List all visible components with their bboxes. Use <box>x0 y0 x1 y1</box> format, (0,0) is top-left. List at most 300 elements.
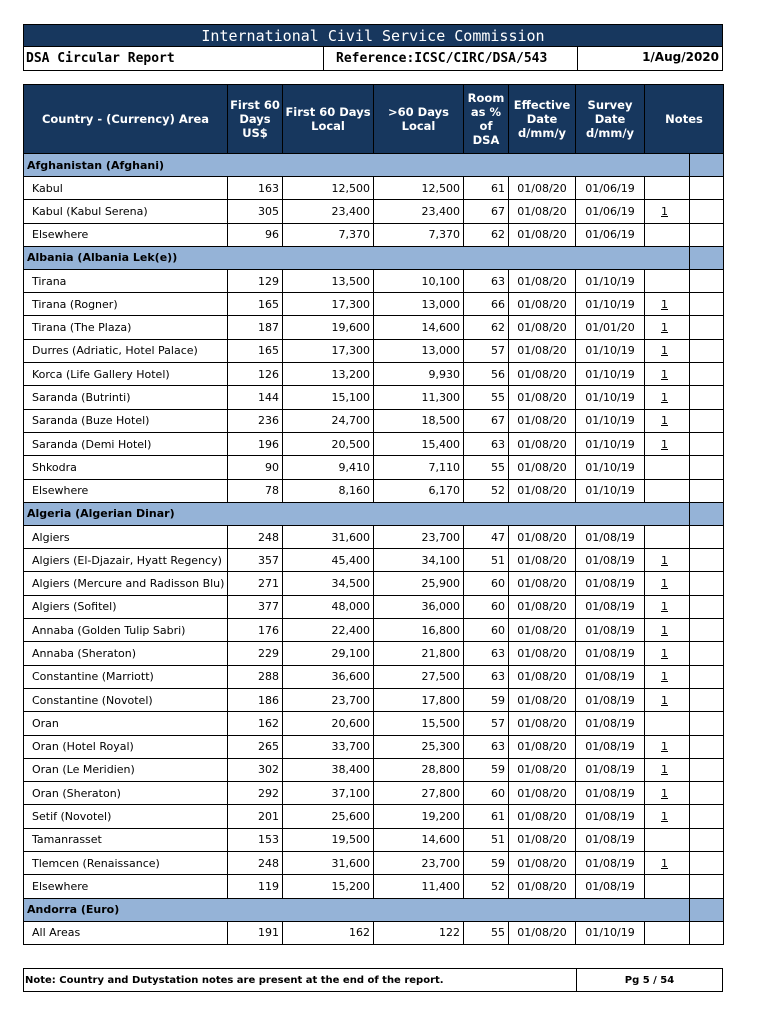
first60-local: 22,400 <box>283 619 374 642</box>
country-name: Afghanistan (Afghani) <box>24 154 690 177</box>
survey-date: 01/08/19 <box>576 828 645 851</box>
table-header-row <box>24 85 724 154</box>
first60-usd: 129 <box>228 269 283 292</box>
first60-local: 9,410 <box>283 456 374 479</box>
over60-local: 11,400 <box>374 875 464 898</box>
note-ref[interactable]: 1 <box>645 316 690 339</box>
note-ref[interactable]: 1 <box>645 852 690 875</box>
survey-date: 01/10/19 <box>576 479 645 502</box>
survey-date: 01/08/19 <box>576 619 645 642</box>
extra-cell <box>690 339 724 362</box>
room-pct: 63 <box>464 432 509 455</box>
extra-cell <box>690 735 724 758</box>
effective-date: 01/08/20 <box>509 828 576 851</box>
first60-local: 31,600 <box>283 852 374 875</box>
over60-local: 28,800 <box>374 758 464 781</box>
location-name: Tlemcen (Renaissance) <box>24 852 228 875</box>
report-subheader <box>23 47 723 71</box>
effective-date: 01/08/20 <box>509 223 576 246</box>
over60-local: 14,600 <box>374 828 464 851</box>
location-name: Elsewhere <box>24 223 228 246</box>
first60-usd: 153 <box>228 828 283 851</box>
col-header-first60-local: First 60 Days Local <box>283 85 374 154</box>
report-header <box>23 24 723 940</box>
extra-cell <box>690 177 724 200</box>
over60-local: 23,700 <box>374 852 464 875</box>
table-row <box>24 782 724 805</box>
location-name: Tirana <box>24 269 228 292</box>
first60-usd: 377 <box>228 595 283 618</box>
country-name: Andorra (Euro) <box>24 898 690 921</box>
table-row <box>24 269 724 292</box>
table-row <box>24 758 724 781</box>
table-row <box>24 456 724 479</box>
first60-local: 19,500 <box>283 828 374 851</box>
first60-local: 17,300 <box>283 339 374 362</box>
over60-local: 23,400 <box>374 200 464 223</box>
location-name: Algiers (Mercure and Radisson Blu) <box>24 572 228 595</box>
over60-local: 27,500 <box>374 665 464 688</box>
room-pct: 63 <box>464 269 509 292</box>
first60-local: 7,370 <box>283 223 374 246</box>
survey-date: 01/08/19 <box>576 875 645 898</box>
note-ref[interactable]: 1 <box>645 619 690 642</box>
note-ref[interactable]: 1 <box>645 735 690 758</box>
table-row <box>24 339 724 362</box>
extra-cell <box>690 852 724 875</box>
extra-cell <box>690 758 724 781</box>
first60-usd: 90 <box>228 456 283 479</box>
effective-date: 01/08/20 <box>509 177 576 200</box>
survey-date: 01/08/19 <box>576 572 645 595</box>
over60-local: 17,800 <box>374 688 464 711</box>
effective-date: 01/08/20 <box>509 665 576 688</box>
note-ref[interactable]: 1 <box>645 572 690 595</box>
survey-date: 01/08/19 <box>576 805 645 828</box>
over60-local: 25,300 <box>374 735 464 758</box>
table-row <box>24 828 724 851</box>
effective-date: 01/08/20 <box>509 688 576 711</box>
note-ref <box>645 875 690 898</box>
table-row <box>24 665 724 688</box>
over60-local: 34,100 <box>374 549 464 572</box>
extra-cell <box>690 386 724 409</box>
table-row <box>24 432 724 455</box>
room-pct: 67 <box>464 409 509 432</box>
table-row <box>24 293 724 316</box>
report-reference: Reference:ICSC/CIRC/DSA/543 <box>324 47 578 70</box>
survey-date: 01/08/19 <box>576 595 645 618</box>
table-row <box>24 619 724 642</box>
country-row <box>24 898 724 921</box>
first60-usd: 165 <box>228 339 283 362</box>
table-row <box>24 921 724 944</box>
extra-cell <box>690 712 724 735</box>
extra-cell <box>690 805 724 828</box>
first60-local: 15,100 <box>283 386 374 409</box>
survey-date: 01/10/19 <box>576 456 645 479</box>
effective-date: 01/08/20 <box>509 525 576 548</box>
over60-local: 15,400 <box>374 432 464 455</box>
table-row <box>24 479 724 502</box>
effective-date: 01/08/20 <box>509 200 576 223</box>
note-ref[interactable]: 1 <box>645 432 690 455</box>
effective-date: 01/08/20 <box>509 269 576 292</box>
room-pct: 63 <box>464 665 509 688</box>
over60-local: 11,300 <box>374 386 464 409</box>
first60-local: 31,600 <box>283 525 374 548</box>
first60-local: 13,200 <box>283 363 374 386</box>
room-pct: 60 <box>464 782 509 805</box>
first60-usd: 265 <box>228 735 283 758</box>
country-extra-cell <box>690 246 724 269</box>
first60-local: 37,100 <box>283 782 374 805</box>
report-name: DSA Circular Report <box>24 47 324 70</box>
effective-date: 01/08/20 <box>509 409 576 432</box>
report-footer <box>23 968 723 992</box>
first60-usd: 292 <box>228 782 283 805</box>
over60-local: 36,000 <box>374 595 464 618</box>
table-row <box>24 200 724 223</box>
first60-usd: 163 <box>228 177 283 200</box>
location-name: Oran <box>24 712 228 735</box>
first60-local: 20,500 <box>283 432 374 455</box>
table-row <box>24 805 724 828</box>
location-name: Tamanrasset <box>24 828 228 851</box>
extra-cell <box>690 479 724 502</box>
survey-date: 01/08/19 <box>576 712 645 735</box>
col-header-over60-local: >60 Days Local <box>374 85 464 154</box>
extra-cell <box>690 665 724 688</box>
over60-local: 13,000 <box>374 293 464 316</box>
first60-local: 34,500 <box>283 572 374 595</box>
footer-note: Note: Country and Dutystation notes are present at the end of the report. <box>24 969 577 991</box>
note-ref[interactable]: 1 <box>645 782 690 805</box>
col-header-first60-usd: First 60 Days US$ <box>228 85 283 154</box>
first60-local: 45,400 <box>283 549 374 572</box>
location-name: Shkodra <box>24 456 228 479</box>
survey-date: 01/10/19 <box>576 363 645 386</box>
effective-date: 01/08/20 <box>509 363 576 386</box>
note-ref[interactable]: 1 <box>645 758 690 781</box>
location-name: Tirana (Rogner) <box>24 293 228 316</box>
survey-date: 01/08/19 <box>576 782 645 805</box>
effective-date: 01/08/20 <box>509 456 576 479</box>
first60-usd: 236 <box>228 409 283 432</box>
over60-local: 15,500 <box>374 712 464 735</box>
location-name: Algiers (El-Djazair, Hyatt Regency) <box>24 549 228 572</box>
survey-date: 01/08/19 <box>576 549 645 572</box>
col-header-survey-date: Survey Date d/mm/y <box>576 85 645 154</box>
room-pct: 52 <box>464 875 509 898</box>
report-date: 1/Aug/2020 <box>642 50 719 64</box>
room-pct: 59 <box>464 688 509 711</box>
country-extra-cell <box>690 502 724 525</box>
survey-date: 01/08/19 <box>576 688 645 711</box>
first60-usd: 201 <box>228 805 283 828</box>
survey-date: 01/08/19 <box>576 852 645 875</box>
country-row <box>24 246 724 269</box>
room-pct: 62 <box>464 223 509 246</box>
over60-local: 16,800 <box>374 619 464 642</box>
first60-usd: 248 <box>228 852 283 875</box>
note-ref <box>645 223 690 246</box>
extra-cell <box>690 619 724 642</box>
over60-local: 10,100 <box>374 269 464 292</box>
table-row <box>24 363 724 386</box>
location-name: Elsewhere <box>24 875 228 898</box>
location-name: Oran (Le Meridien) <box>24 758 228 781</box>
over60-local: 21,800 <box>374 642 464 665</box>
location-name: Annaba (Golden Tulip Sabri) <box>24 619 228 642</box>
table-row <box>24 595 724 618</box>
survey-date: 01/10/19 <box>576 293 645 316</box>
location-name: Saranda (Demi Hotel) <box>24 432 228 455</box>
effective-date: 01/08/20 <box>509 432 576 455</box>
location-name: Elsewhere <box>24 479 228 502</box>
col-header-notes: Notes <box>645 85 724 154</box>
first60-usd: 119 <box>228 875 283 898</box>
table-row <box>24 177 724 200</box>
first60-local: 162 <box>283 921 374 944</box>
note-ref <box>645 921 690 944</box>
room-pct: 61 <box>464 177 509 200</box>
first60-local: 15,200 <box>283 875 374 898</box>
survey-date: 01/08/19 <box>576 665 645 688</box>
extra-cell <box>690 921 724 944</box>
first60-usd: 78 <box>228 479 283 502</box>
first60-usd: 187 <box>228 316 283 339</box>
over60-local: 7,110 <box>374 456 464 479</box>
location-name: Kabul <box>24 177 228 200</box>
room-pct: 57 <box>464 712 509 735</box>
extra-cell <box>690 200 724 223</box>
first60-usd: 176 <box>228 619 283 642</box>
extra-cell <box>690 293 724 316</box>
effective-date: 01/08/20 <box>509 549 576 572</box>
effective-date: 01/08/20 <box>509 712 576 735</box>
extra-cell <box>690 572 724 595</box>
room-pct: 61 <box>464 805 509 828</box>
note-ref[interactable]: 1 <box>645 665 690 688</box>
location-name: Algiers <box>24 525 228 548</box>
first60-usd: 191 <box>228 921 283 944</box>
effective-date: 01/08/20 <box>509 852 576 875</box>
location-name: Constantine (Marriott) <box>24 665 228 688</box>
room-pct: 59 <box>464 852 509 875</box>
effective-date: 01/08/20 <box>509 316 576 339</box>
over60-local: 9,930 <box>374 363 464 386</box>
extra-cell <box>690 525 724 548</box>
survey-date: 01/06/19 <box>576 200 645 223</box>
extra-cell <box>690 223 724 246</box>
note-ref[interactable]: 1 <box>645 200 690 223</box>
location-name: Annaba (Sheraton) <box>24 642 228 665</box>
country-row <box>24 502 724 525</box>
first60-usd: 229 <box>228 642 283 665</box>
table-row <box>24 642 724 665</box>
over60-local: 13,000 <box>374 339 464 362</box>
location-name: Korca (Life Gallery Hotel) <box>24 363 228 386</box>
room-pct: 55 <box>464 921 509 944</box>
first60-local: 23,700 <box>283 688 374 711</box>
effective-date: 01/08/20 <box>509 595 576 618</box>
room-pct: 62 <box>464 316 509 339</box>
room-pct: 60 <box>464 572 509 595</box>
col-header-room-pct: Room as % of DSA <box>464 85 509 154</box>
effective-date: 01/08/20 <box>509 921 576 944</box>
table-body <box>24 154 724 945</box>
over60-local: 14,600 <box>374 316 464 339</box>
table-row <box>24 688 724 711</box>
country-extra-cell <box>690 898 724 921</box>
survey-date: 01/08/19 <box>576 642 645 665</box>
first60-local: 29,100 <box>283 642 374 665</box>
extra-cell <box>690 269 724 292</box>
room-pct: 60 <box>464 595 509 618</box>
location-name: Oran (Hotel Royal) <box>24 735 228 758</box>
extra-cell <box>690 688 724 711</box>
location-name: Saranda (Buze Hotel) <box>24 409 228 432</box>
note-ref[interactable]: 1 <box>645 549 690 572</box>
over60-local: 7,370 <box>374 223 464 246</box>
room-pct: 56 <box>464 363 509 386</box>
table-row <box>24 316 724 339</box>
first60-local: 33,700 <box>283 735 374 758</box>
first60-usd: 144 <box>228 386 283 409</box>
first60-usd: 288 <box>228 665 283 688</box>
note-ref[interactable]: 1 <box>645 339 690 362</box>
extra-cell <box>690 782 724 805</box>
note-ref[interactable]: 1 <box>645 293 690 316</box>
first60-local: 23,400 <box>283 200 374 223</box>
note-ref[interactable]: 1 <box>645 409 690 432</box>
first60-local: 38,400 <box>283 758 374 781</box>
note-ref[interactable]: 1 <box>645 805 690 828</box>
table-row <box>24 525 724 548</box>
extra-cell <box>690 642 724 665</box>
table-row <box>24 875 724 898</box>
effective-date: 01/08/20 <box>509 875 576 898</box>
note-ref <box>645 525 690 548</box>
effective-date: 01/08/20 <box>509 735 576 758</box>
survey-date: 01/08/19 <box>576 758 645 781</box>
over60-local: 23,700 <box>374 525 464 548</box>
note-ref <box>645 712 690 735</box>
note-ref <box>645 479 690 502</box>
room-pct: 59 <box>464 758 509 781</box>
extra-cell <box>690 875 724 898</box>
report-title: International Civil Service Commission <box>23 24 723 47</box>
first60-usd: 196 <box>228 432 283 455</box>
survey-date: 01/08/19 <box>576 525 645 548</box>
room-pct: 63 <box>464 642 509 665</box>
first60-local: 13,500 <box>283 269 374 292</box>
room-pct: 51 <box>464 828 509 851</box>
col-header-effective-date: Effective Date d/mm/y <box>509 85 576 154</box>
over60-local: 12,500 <box>374 177 464 200</box>
extra-cell <box>690 549 724 572</box>
room-pct: 51 <box>464 549 509 572</box>
survey-date: 01/08/19 <box>576 735 645 758</box>
effective-date: 01/08/20 <box>509 339 576 362</box>
first60-usd: 248 <box>228 525 283 548</box>
note-ref[interactable]: 1 <box>645 386 690 409</box>
room-pct: 52 <box>464 479 509 502</box>
over60-local: 6,170 <box>374 479 464 502</box>
room-pct: 57 <box>464 339 509 362</box>
table-row <box>24 572 724 595</box>
country-name: Albania (Albania Lek(e)) <box>24 246 690 269</box>
first60-local: 20,600 <box>283 712 374 735</box>
survey-date: 01/10/19 <box>576 269 645 292</box>
first60-local: 19,600 <box>283 316 374 339</box>
over60-local: 19,200 <box>374 805 464 828</box>
effective-date: 01/08/20 <box>509 386 576 409</box>
extra-cell <box>690 828 724 851</box>
extra-cell <box>690 456 724 479</box>
extra-cell <box>690 595 724 618</box>
table-row <box>24 386 724 409</box>
first60-usd: 302 <box>228 758 283 781</box>
effective-date: 01/08/20 <box>509 782 576 805</box>
room-pct: 55 <box>464 386 509 409</box>
table-row <box>24 549 724 572</box>
extra-cell <box>690 409 724 432</box>
survey-date: 01/10/19 <box>576 339 645 362</box>
room-pct: 67 <box>464 200 509 223</box>
survey-date: 01/06/19 <box>576 177 645 200</box>
room-pct: 63 <box>464 735 509 758</box>
survey-date: 01/06/19 <box>576 223 645 246</box>
note-ref <box>645 456 690 479</box>
first60-local: 36,600 <box>283 665 374 688</box>
survey-date: 01/10/19 <box>576 386 645 409</box>
over60-local: 122 <box>374 921 464 944</box>
extra-cell <box>690 316 724 339</box>
location-name: Constantine (Novotel) <box>24 688 228 711</box>
survey-date: 01/01/20 <box>576 316 645 339</box>
over60-local: 25,900 <box>374 572 464 595</box>
note-ref <box>645 828 690 851</box>
page-number: Pg 5 / 54 <box>624 975 675 986</box>
survey-date: 01/10/19 <box>576 409 645 432</box>
note-ref <box>645 177 690 200</box>
note-ref <box>645 269 690 292</box>
room-pct: 66 <box>464 293 509 316</box>
country-row <box>24 154 724 177</box>
first60-local: 48,000 <box>283 595 374 618</box>
note-ref[interactable]: 1 <box>645 642 690 665</box>
location-name: Oran (Sheraton) <box>24 782 228 805</box>
survey-date: 01/10/19 <box>576 921 645 944</box>
table-row <box>24 712 724 735</box>
table-row <box>24 852 724 875</box>
extra-cell <box>690 432 724 455</box>
note-ref[interactable]: 1 <box>645 688 690 711</box>
effective-date: 01/08/20 <box>509 293 576 316</box>
note-ref[interactable]: 1 <box>645 595 690 618</box>
first60-local: 24,700 <box>283 409 374 432</box>
location-name: Durres (Adriatic, Hotel Palace) <box>24 339 228 362</box>
table-row <box>24 735 724 758</box>
effective-date: 01/08/20 <box>509 642 576 665</box>
location-name: All Areas <box>24 921 228 944</box>
room-pct: 55 <box>464 456 509 479</box>
effective-date: 01/08/20 <box>509 805 576 828</box>
note-ref[interactable]: 1 <box>645 363 690 386</box>
first60-usd: 357 <box>228 549 283 572</box>
